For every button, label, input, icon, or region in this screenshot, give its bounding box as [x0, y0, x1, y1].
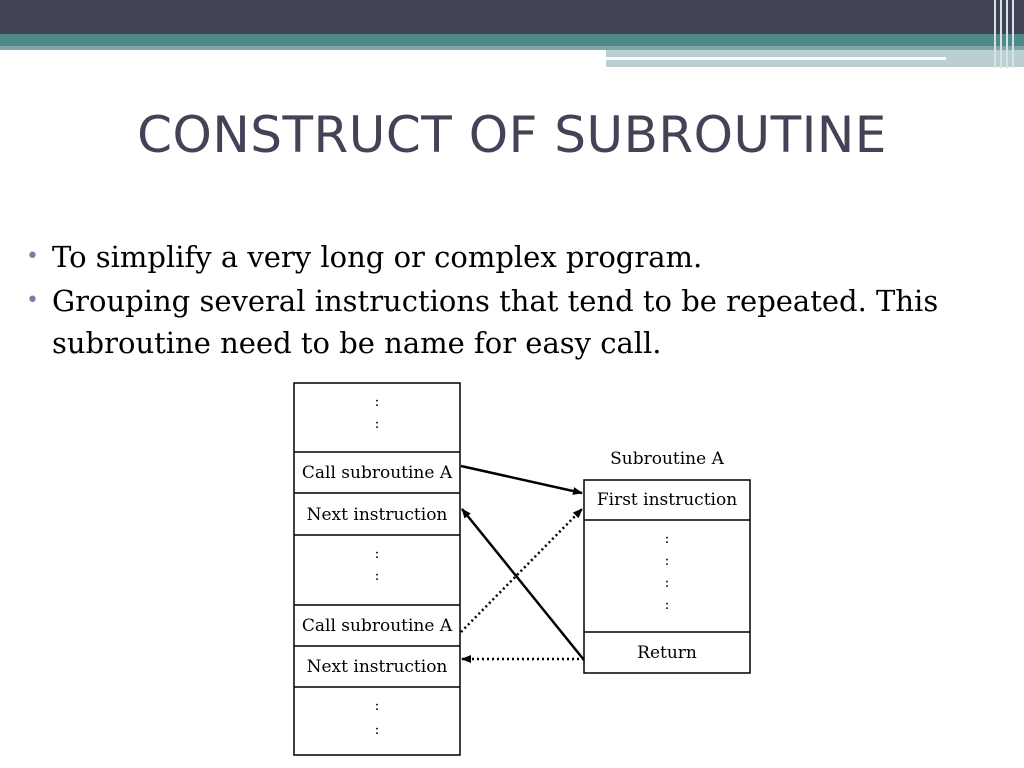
sub-cell-return: Return — [637, 643, 697, 663]
bullet-dot-icon: • — [26, 244, 39, 269]
main-cell-call-2: Call subroutine A — [301, 616, 453, 636]
ellipsis-dots: : — [374, 722, 380, 738]
main-cell-next-2: Next instruction — [306, 657, 448, 677]
subroutine-column — [584, 449, 750, 673]
sub-cell-first: First instruction — [596, 490, 738, 510]
ellipsis-dots: : — [374, 698, 380, 714]
ellipsis-dots: : — [374, 394, 380, 410]
return-arrow-1 — [462, 509, 584, 660]
ellipsis-dots: : — [664, 553, 670, 569]
bullet-dot-icon: • — [26, 288, 39, 313]
ellipsis-dots: : — [374, 568, 380, 584]
bullet-text: Grouping several instructions that tend to be repeated. This subroutine need to be name for easy call. — [52, 284, 939, 360]
bullet-text: To simplify a very long or complex program. — [52, 240, 703, 274]
main-cell-next-1: Next instruction — [306, 505, 448, 525]
main-cell-call-1: Call subroutine A — [301, 463, 453, 483]
main-program-column — [294, 383, 460, 755]
slide-title: CONSTRUCT OF SUBROUTINE — [137, 106, 887, 164]
ellipsis-dots: : — [664, 531, 670, 547]
ellipsis-dots: : — [664, 575, 670, 591]
ellipsis-dots: : — [374, 416, 380, 432]
ellipsis-dots: : — [374, 546, 380, 562]
ellipsis-dots: : — [664, 597, 670, 613]
call-arrow-1 — [461, 466, 582, 493]
subroutine-label: Subroutine A — [610, 449, 724, 469]
call-arrow-2 — [461, 509, 582, 632]
